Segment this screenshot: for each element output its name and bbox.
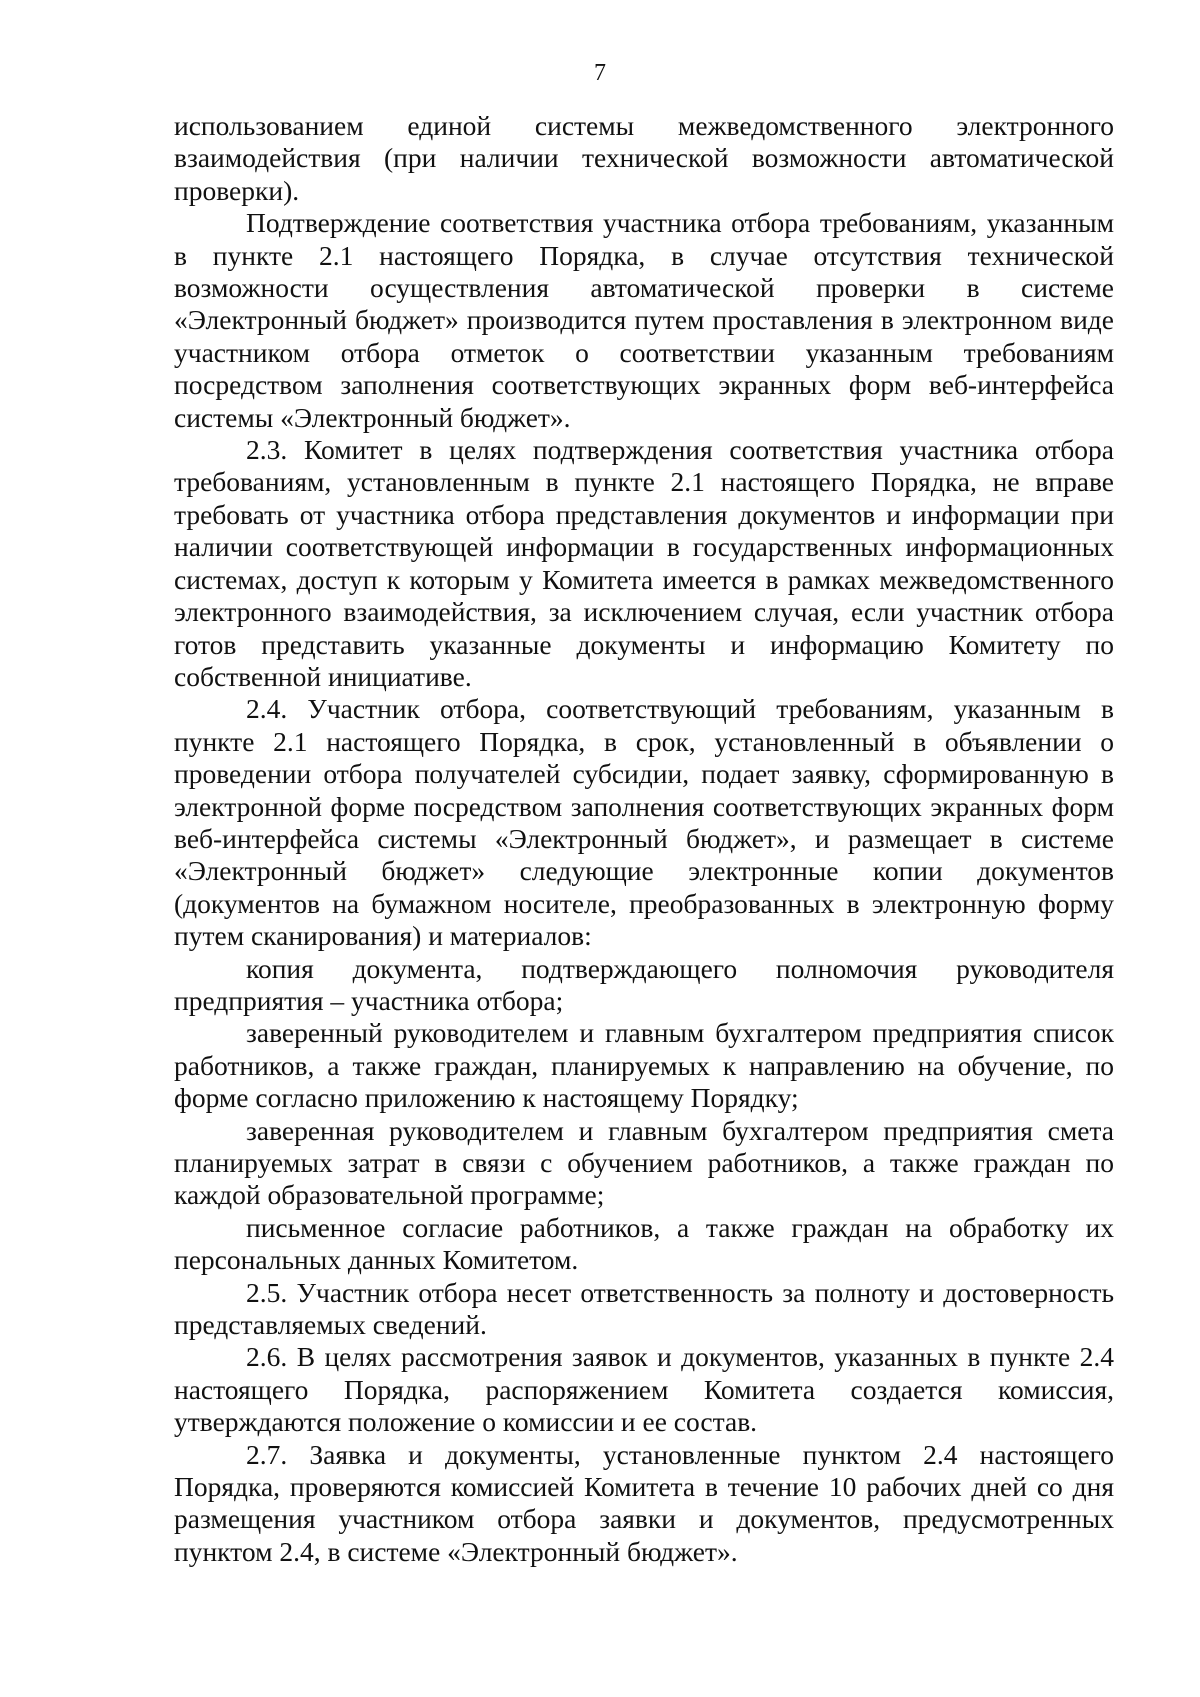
document-body — [174, 110, 1114, 1568]
paragraph-confirmation: Подтверждение соответствия участника отбора требованиям, указанным в пункте 2.1 настоящего Порядка, в случае отсутствия технической возможности осуществления автоматической проверки в системе «Электронный бюджет» производится путем проставления в электронном виде участником отбора отметок о соответствии указанным требованиям посредством заполнения соответствующих экранных форм веб-интерфейса системы «Электронный бюджет». — [174, 207, 1114, 433]
list-item-employee-list: заверенный руководителем и главным бухгалтером предприятия список работников, а также граждан, планируемых к направлению на обучение, по форме согласно приложению к настоящему Порядку; — [174, 1017, 1114, 1114]
paragraph-2-5: 2.5. Участник отбора несет ответственность за полноту и достоверность представляемых сведений. — [174, 1276, 1114, 1341]
list-item-consent: письменное согласие работников, а также граждан на обработку их персональных данных Комитетом. — [174, 1211, 1114, 1276]
paragraph-2-3: 2.3. Комитет в целях подтверждения соответствия участника отбора требованиям, установленным в пункте 2.1 настоящего Порядка, не вправе требовать от участника отбора представления документов и информации при наличии соответствующей информации в государственных информационных системах, доступ к которым у Комитета имеется в рамках межведомственного электронного взаимодействия, за исключением случая, если участник отбора готов представить указанные документы и информацию Комитету по собственной инициативе. — [174, 434, 1114, 692]
page-number: 7 — [594, 60, 606, 86]
paragraph-2-6: 2.6. В целях рассмотрения заявок и документов, указанных в пункте 2.4 настоящего Порядка, распоряжением Комитета создается комиссия, утверждаются положение о комиссии и ее состав. — [174, 1341, 1114, 1438]
paragraph-2-7: 2.7. Заявка и документы, установленные пунктом 2.4 настоящего Порядка, проверяются комиссией Комитета в течение 10 рабочих дней со дня размещения участником отбора заявки и документов, предусмотренных пунктом 2.4, в системе «Электронный бюджет». — [174, 1438, 1114, 1567]
paragraph-continuation: использованием единой системы межведомственного электронного взаимодействия (при наличии технической возможности автоматической проверки). — [174, 110, 1114, 206]
list-item-cost-estimate: заверенная руководителем и главным бухгалтером предприятия смета планируемых затрат в связи с обучением работников, а также граждан по каждой образовательной программе; — [174, 1114, 1114, 1211]
list-item-authority-copy: копия документа, подтверждающего полномочия руководителя предприятия – участника отбора; — [174, 952, 1114, 1016]
paragraph-2-4: 2.4. Участник отбора, соответствующий требованиям, указанным в пункте 2.1 настоящего Порядка, в срок, установленный в объявлении о проведении отбора получателей субсидии, подает заявку, сформированную в электронной форме посредством заполнения соответствующих экранных форм веб-интерфейса системы «Электронный бюджет», и размещает в системе «Электронный бюджет» следующие электронные копии документов (документов на бумажном носителе, преобразованных в электронную форму путем сканирования) и материалов: — [174, 693, 1114, 952]
